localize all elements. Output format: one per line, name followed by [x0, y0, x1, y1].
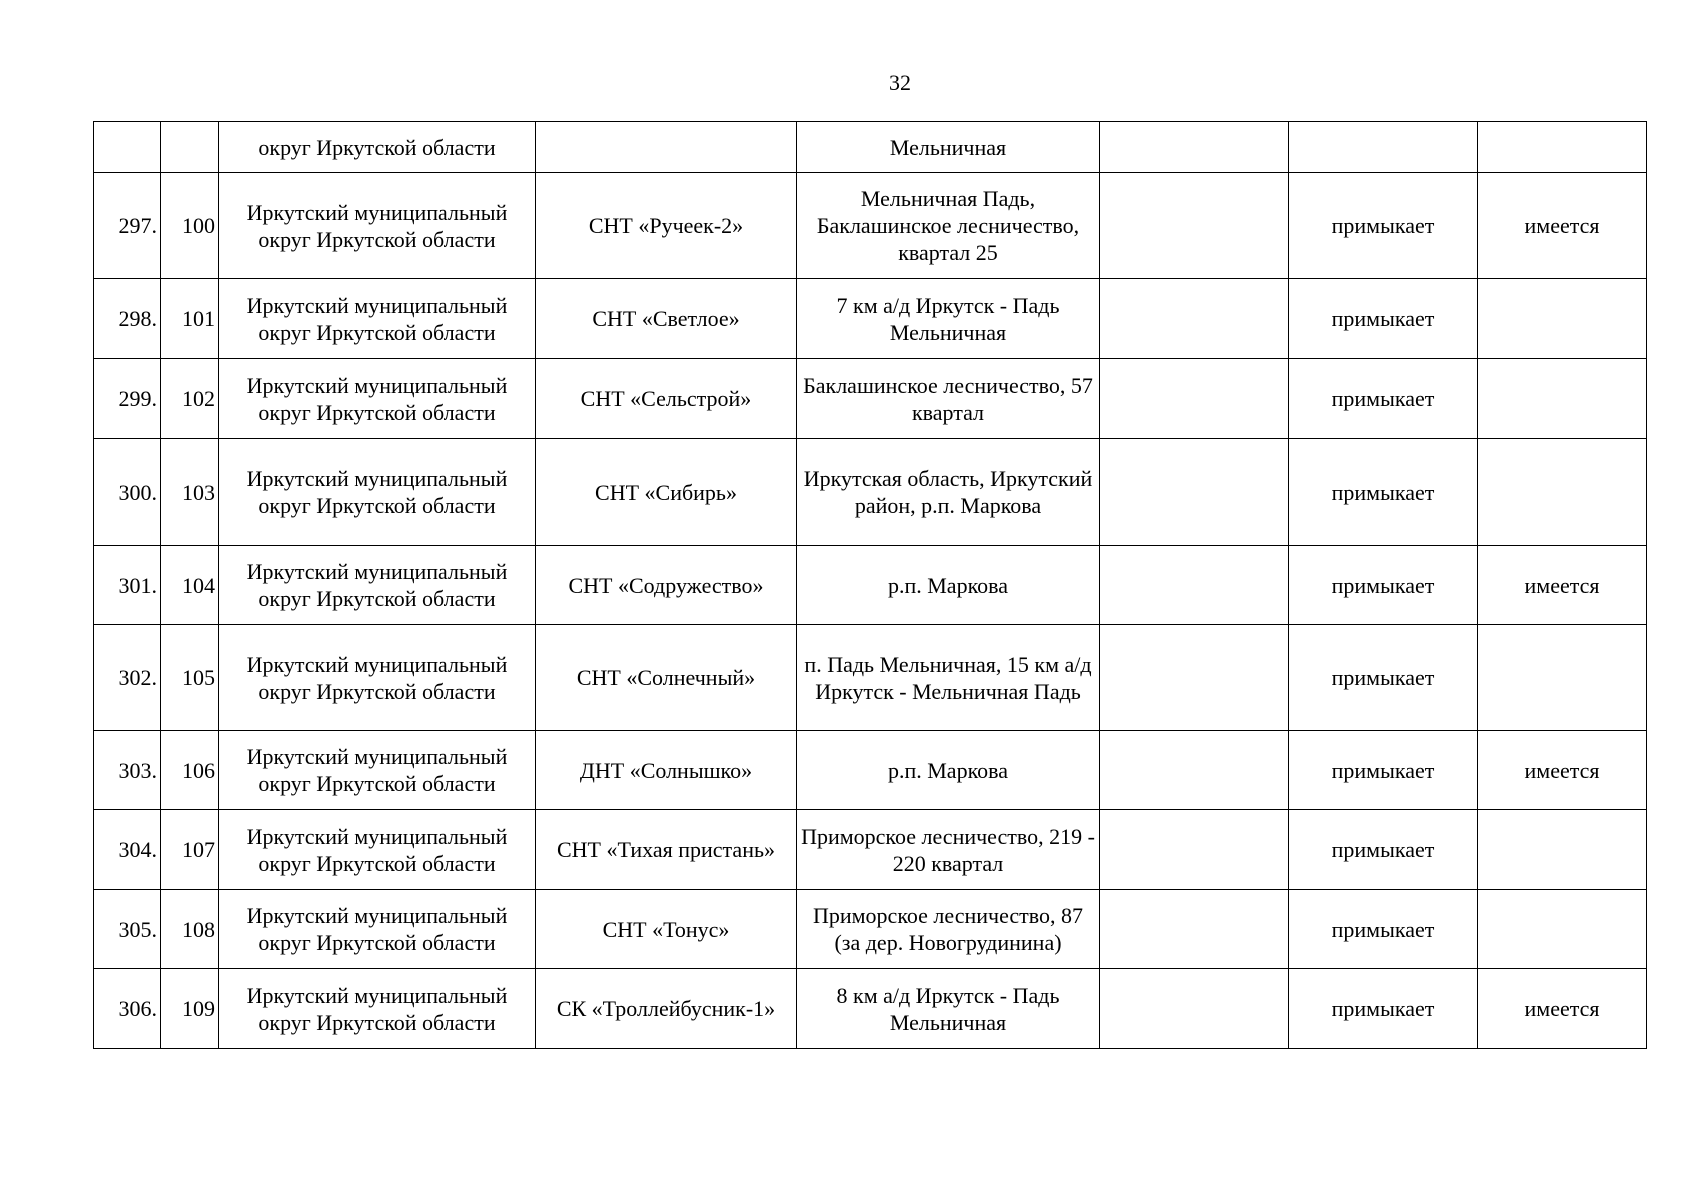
table-row: [94, 439, 1647, 546]
cell-row-number: 299.: [94, 359, 161, 439]
cell-adjacency: примыкает: [1289, 439, 1478, 546]
cell-municipality: Иркутский муниципальный округ Иркутской области: [219, 173, 536, 279]
cell-index: 106: [161, 731, 219, 810]
data-table: [93, 121, 1647, 1049]
cell-address: 8 км а/д Иркутск - Падь Мельничная: [797, 969, 1100, 1049]
cell-address: п. Падь Мельничная, 15 км а/д Иркутск - Мельничная Падь: [797, 625, 1100, 731]
cell-col6: [1100, 731, 1289, 810]
cell-municipality: Иркутский муниципальный округ Иркутской области: [219, 546, 536, 625]
cell-address: р.п. Маркова: [797, 731, 1100, 810]
cell-municipality: Иркутский муниципальный округ Иркутской области: [219, 359, 536, 439]
cell-address: Иркутская область, Иркутский район, р.п. Маркова: [797, 439, 1100, 546]
cell-municipality: Иркутский муниципальный округ Иркутской области: [219, 810, 536, 890]
cell-index: 108: [161, 890, 219, 969]
page-number: 32: [889, 70, 911, 95]
cell-adjacency: примыкает: [1289, 279, 1478, 359]
cell-name: СК «Троллейбусник-1»: [536, 969, 797, 1049]
cell-col6: [1100, 546, 1289, 625]
cell-adjacency: [1289, 122, 1478, 173]
cell-adjacency: примыкает: [1289, 731, 1478, 810]
cell-availability: имеется: [1478, 969, 1647, 1049]
cell-row-number: 306.: [94, 969, 161, 1049]
cell-municipality: Иркутский муниципальный округ Иркутской области: [219, 279, 536, 359]
cell-municipality: Иркутский муниципальный округ Иркутской области: [219, 439, 536, 546]
cell-availability: имеется: [1478, 731, 1647, 810]
cell-name: СНТ «Тонус»: [536, 890, 797, 969]
cell-availability: [1478, 359, 1647, 439]
cell-row-number: [94, 122, 161, 173]
cell-index: 109: [161, 969, 219, 1049]
cell-availability: [1478, 625, 1647, 731]
cell-col6: [1100, 279, 1289, 359]
cell-row-number: 301.: [94, 546, 161, 625]
cell-adjacency: примыкает: [1289, 625, 1478, 731]
table-row: [94, 969, 1647, 1049]
cell-index: 105: [161, 625, 219, 731]
cell-row-number: 300.: [94, 439, 161, 546]
cell-row-number: 305.: [94, 890, 161, 969]
cell-name: ДНТ «Солнышко»: [536, 731, 797, 810]
cell-col6: [1100, 439, 1289, 546]
cell-index: 107: [161, 810, 219, 890]
cell-availability: имеется: [1478, 173, 1647, 279]
cell-adjacency: примыкает: [1289, 969, 1478, 1049]
cell-municipality: Иркутский муниципальный округ Иркутской области: [219, 731, 536, 810]
table-row: [94, 731, 1647, 810]
cell-name: СНТ «Сельстрой»: [536, 359, 797, 439]
table-row: [94, 890, 1647, 969]
cell-col6: [1100, 122, 1289, 173]
cell-row-number: 304.: [94, 810, 161, 890]
cell-address: р.п. Маркова: [797, 546, 1100, 625]
cell-address: Приморское лесничество, 219 - 220 квартал: [797, 810, 1100, 890]
cell-row-number: 302.: [94, 625, 161, 731]
cell-availability: [1478, 279, 1647, 359]
cell-index: [161, 122, 219, 173]
cell-index: 101: [161, 279, 219, 359]
cell-name: [536, 122, 797, 173]
cell-municipality: округ Иркутской области: [219, 122, 536, 173]
table-row: [94, 279, 1647, 359]
cell-name: СНТ «Содружество»: [536, 546, 797, 625]
cell-adjacency: примыкает: [1289, 359, 1478, 439]
cell-col6: [1100, 359, 1289, 439]
cell-row-number: 303.: [94, 731, 161, 810]
cell-address: Баклашинское лесничество, 57 квартал: [797, 359, 1100, 439]
cell-availability: [1478, 439, 1647, 546]
cell-index: 102: [161, 359, 219, 439]
cell-availability: имеется: [1478, 546, 1647, 625]
cell-col6: [1100, 810, 1289, 890]
cell-adjacency: примыкает: [1289, 810, 1478, 890]
cell-name: СНТ «Сибирь»: [536, 439, 797, 546]
cell-address: Приморское лесничество, 87 (за дер. Новогрудинина): [797, 890, 1100, 969]
cell-col6: [1100, 890, 1289, 969]
cell-availability: [1478, 810, 1647, 890]
cell-availability: [1478, 122, 1647, 173]
cell-row-number: 298.: [94, 279, 161, 359]
table-row: [94, 359, 1647, 439]
cell-name: СНТ «Тихая пристань»: [536, 810, 797, 890]
table-row: [94, 546, 1647, 625]
table-row: [94, 810, 1647, 890]
table-row: [94, 173, 1647, 279]
cell-adjacency: примыкает: [1289, 890, 1478, 969]
table-row: [94, 625, 1647, 731]
cell-col6: [1100, 625, 1289, 731]
cell-address: 7 км а/д Иркутск - Падь Мельничная: [797, 279, 1100, 359]
cell-municipality: Иркутский муниципальный округ Иркутской области: [219, 625, 536, 731]
table-row-continuation: [94, 122, 1647, 173]
cell-municipality: Иркутский муниципальный округ Иркутской области: [219, 890, 536, 969]
cell-name: СНТ «Светлое»: [536, 279, 797, 359]
cell-index: 100: [161, 173, 219, 279]
cell-name: СНТ «Солнечный»: [536, 625, 797, 731]
cell-row-number: 297.: [94, 173, 161, 279]
cell-address: Мельничная: [797, 122, 1100, 173]
cell-index: 103: [161, 439, 219, 546]
cell-availability: [1478, 890, 1647, 969]
cell-col6: [1100, 173, 1289, 279]
cell-address: Мельничная Падь, Баклашинское лесничество, квартал 25: [797, 173, 1100, 279]
cell-name: СНТ «Ручеек-2»: [536, 173, 797, 279]
cell-index: 104: [161, 546, 219, 625]
cell-col6: [1100, 969, 1289, 1049]
cell-adjacency: примыкает: [1289, 546, 1478, 625]
cell-municipality: Иркутский муниципальный округ Иркутской области: [219, 969, 536, 1049]
cell-adjacency: примыкает: [1289, 173, 1478, 279]
